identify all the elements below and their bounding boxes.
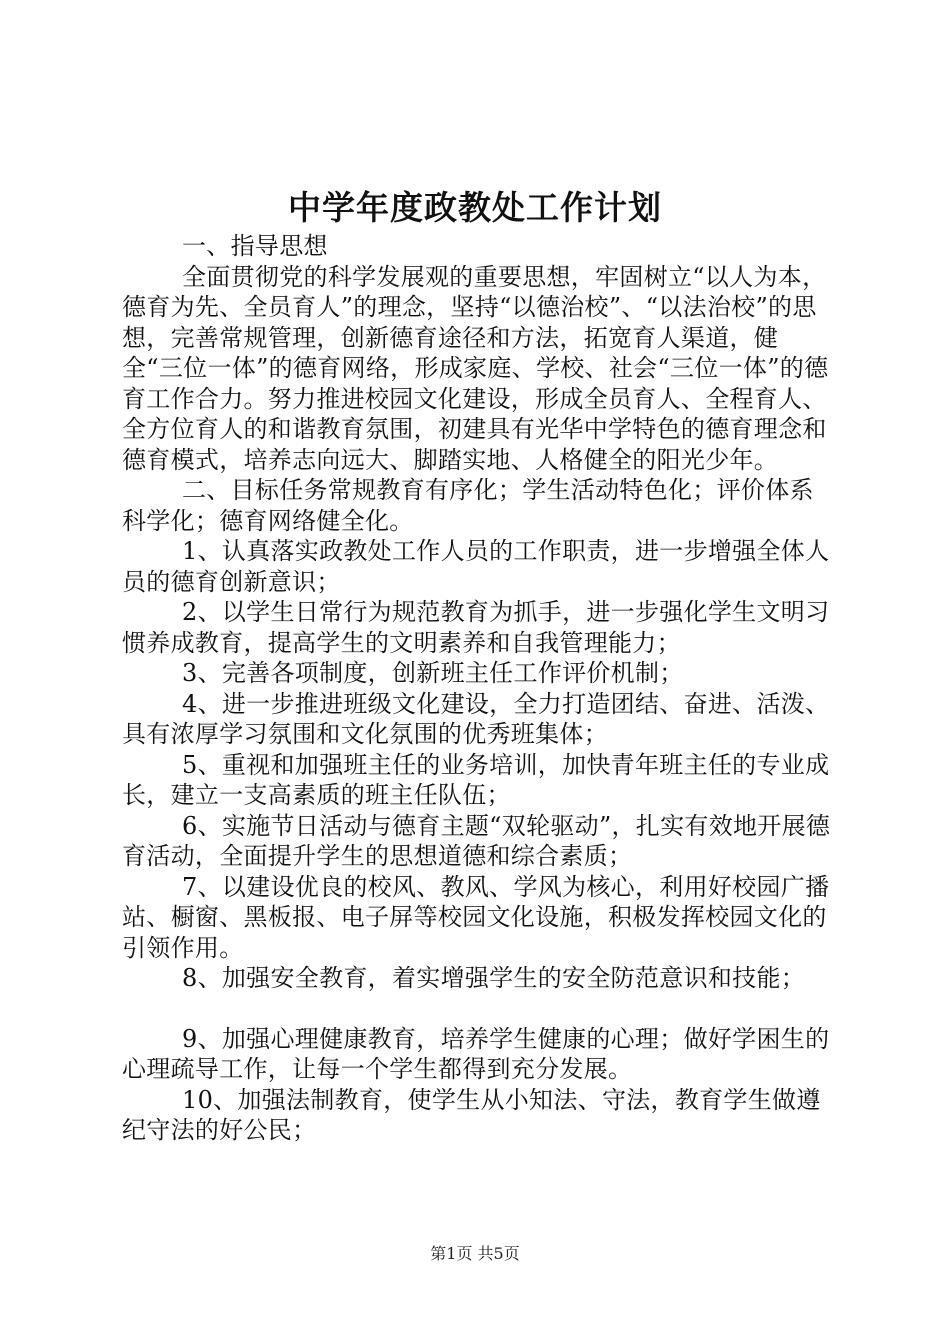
page-title: 中学年度政教处工作计划 xyxy=(288,188,662,227)
section-heading-goals: 二、目标任务常规教育有序化；学生活动特色化；评价体系科学化；德育网络健全化。 xyxy=(122,476,814,535)
list-item-9: 9、加强心理健康教育，培养学生健康的心理；做好学困生的心理疏导工作，让每一个学生都得到充分发展。 xyxy=(122,1024,830,1083)
list-item-8: 8、加强安全教育，着实增强学生的安全防范意识和技能； xyxy=(182,964,806,992)
paragraph-guiding-ideology: 全面贯彻党的科学发展观的重要思想，牢固树立“以人为本，德育为先、全员育人”的理念，坚持“以德治校”、“以法治校”的思想，完善常规管理，创新德育途径和方法，拓宽育人渠道，健全“三位一体”的德育网络，形成家庭、学校、社会“三位一体”的德育工作合力。努力推进校园文化建设，形成全员育人、全程育人、全方位育人的和谐教育氛围，初建具有光华中学特色的德育理念和德育模式，培养志向远大、脚踏实地、人格健全的阳光少年。 xyxy=(122,262,829,474)
section-heading-guiding-ideology: 一、指导思想 xyxy=(182,232,328,260)
list-item-3: 3、完善各项制度，创新班主任工作评价机制； xyxy=(182,659,684,687)
page-footer: 第1页 共5页 xyxy=(430,1244,520,1263)
list-item-5: 5、重视和加强班主任的业务培训，加快青年班主任的专业成长，建立一支高素质的班主任队伍； xyxy=(122,750,830,809)
list-item-7: 7、以建设优良的校风、教风、学风为核心，利用好校园广播站、橱窗、黑板报、电子屏等校园文化设施，积极发挥校园文化的引领作用。 xyxy=(122,872,830,962)
document-body xyxy=(122,231,834,1146)
list-item-1: 1、认真落实政教处工作人员的工作职责，进一步增强全体人员的德育创新意识； xyxy=(122,537,830,596)
list-item-6: 6、实施节日活动与德育主题“双轮驱动”，扎实有效地开展德育活动，全面提升学生的思想道德和综合素质； xyxy=(122,811,831,870)
list-item-4: 4、进一步推进班级文化建设，全力打造团结、奋进、活泼、具有浓厚学习氛围和文化氛围的优秀班集体； xyxy=(122,689,830,748)
list-item-10: 10、加强法制教育，使学生从小知法、守法，教育学生做遵纪守法的好公民； xyxy=(122,1085,821,1144)
list-item-2: 2、以学生日常行为规范教育为抓手，进一步强化学生文明习惯养成教育，提高学生的文明素养和自我管理能力； xyxy=(122,598,830,657)
